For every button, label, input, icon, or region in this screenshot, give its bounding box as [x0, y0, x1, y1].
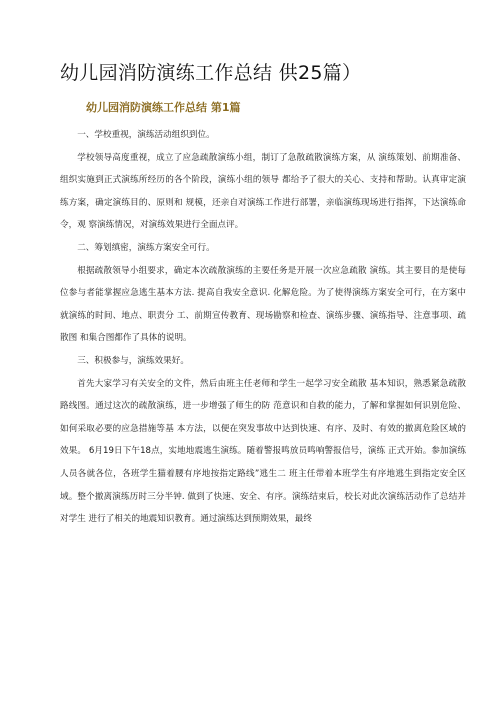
document-body — [60, 124, 466, 531]
paragraph-1: 学校领导高度重视，成立了应急疏散演练小组，制订了急散疏散演练方案，从 演练策划、前期准备、组织实施到正式演练所经历的各个阶段，演练小组的领导 都给予了很大的关心、支持和帮助。认真审定演练方案，确定演练目的、原则和 规模，还亲自对演练工作进行部署，亲临演练现场进行指挥，下达演练命令，观 察演练情况，对演练效果进行全面点评。 — [60, 152, 466, 231]
section-heading-2: 二、筹划缜密，演练方案安全可行。 — [77, 242, 215, 253]
paragraph-3: 首先大家学习有关安全的文件，然后由班主任老师和学生一起学习安全疏散 基本知识，熟悉紧急疏散路线图。通过这次的疏散演练，进一步增强了师生的防 范意识和自救的能力，了解和掌握如何识别危险、如何采取必要的应急措施等基 本方法，以便在突发事故中达到快速、有序、及时、有效的撤离危险区域的效果。 6月19日下午18点，实地地震逃生演练。随着警报鸣放员鸣响警报信号，演练 正式开始。参加演练人员各就各位，各班学生猫着腰有序地按指定路线”逃生二 班主任带着本班学生有序地逃生到指定安全区域。整个撤离演练历时三分半钟. 做到了快速、安全、有序。演练结束后，校长对此次演练活动作了总结并对学生 进行了相关的地震知识教育。通过演练达到预期效果，最终 — [60, 378, 466, 525]
section-heading-1: 一、学校重视，演练活动组织到位。 — [77, 130, 215, 140]
paragraph-2: 根据疏散领导小组要求，确定本次疏散演练的主要任务是开展一次应急疏散 演练。其主要目的是使每位参与者能掌握应急逃生基本方法. 提高自我安全意识. 化解危险。为了使得演练方案安全可行，在方案中就演练的时间、地点、职责分 工、前期宣传教育、现场勘察和检查、演练步骤、演练指导、注意事项、疏散图 和集合图都作了具体的说明。 — [60, 265, 466, 344]
document-subtitle: 幼儿园消防演练工作总结 第1篇 — [86, 101, 241, 114]
document-title: 幼儿园消防演练工作总结 供25篇） — [60, 62, 362, 84]
section-heading-3: 三、积极参与，演练效果好。 — [77, 355, 189, 366]
